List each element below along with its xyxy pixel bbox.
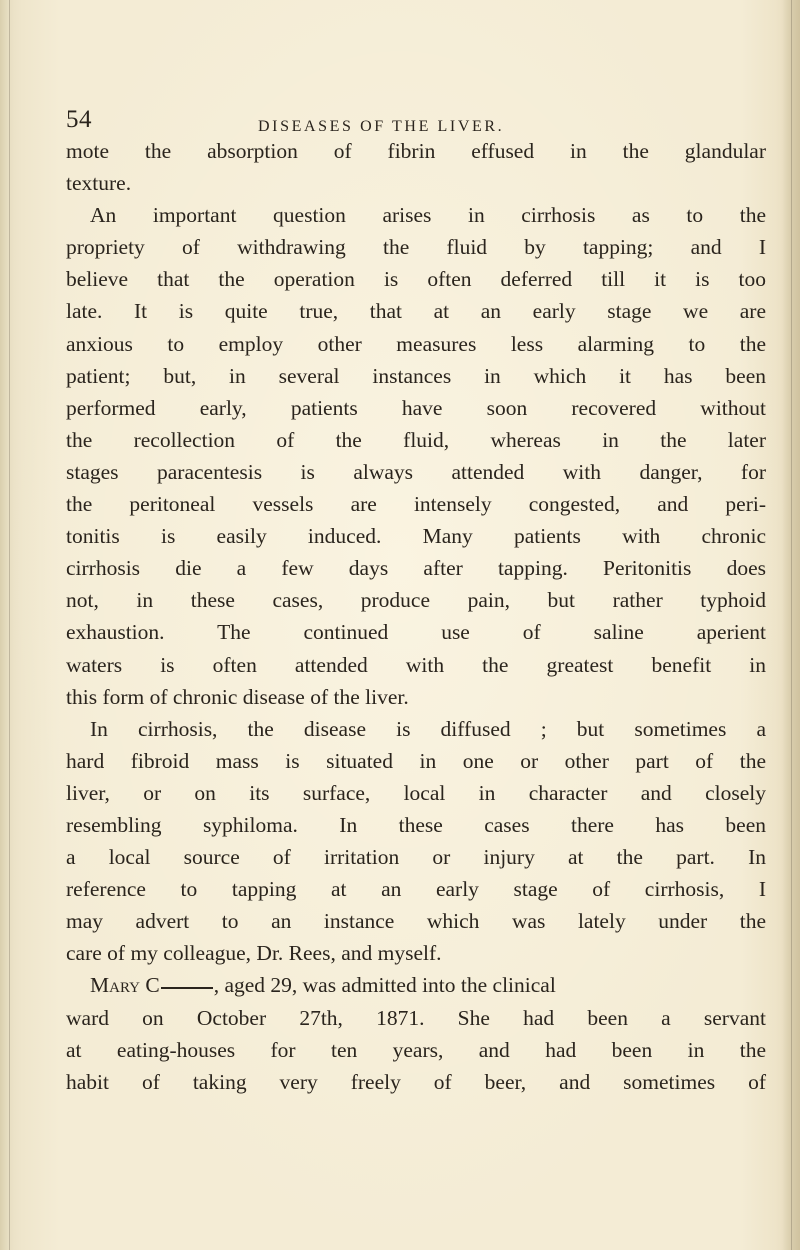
text-line: the recollection of the fluid, whereas in the later xyxy=(66,427,766,452)
text-line: liver, or on its surface, local in character and closely xyxy=(66,780,766,805)
text-line: a local source of irritation or injury at the part. In xyxy=(66,845,766,870)
text-line: mote the absorption of fibrin effused in the glandular xyxy=(66,139,766,163)
page-left-edge xyxy=(0,0,14,1250)
text-line: late. It is quite true, that at an early stage we are xyxy=(66,299,766,324)
text-line: tonitis is easily induced. Many patients with chronic xyxy=(66,524,766,549)
patient-name: Mary C xyxy=(90,973,160,998)
text-line: ward on October 27th, 1871. She had been a servant xyxy=(66,1005,766,1030)
text-line: patient; but, in several instances in which it has been xyxy=(66,363,766,388)
text-line: exhaustion. The continued use of saline aperient xyxy=(66,620,766,645)
page-right-edge xyxy=(782,0,800,1250)
text-line: care of my colleague, Dr. Rees, and myself. xyxy=(66,941,442,966)
text-line: propriety of withdrawing the fluid by tapping; and I xyxy=(66,235,766,260)
running-head: DISEASES OF THE LIVER. xyxy=(258,118,505,135)
case-continuation: , aged 29, was admitted into the clinical xyxy=(213,973,556,998)
text-line: texture. xyxy=(66,171,132,196)
text-line: believe that the operation is often deferred till it is too xyxy=(66,267,766,292)
page-number: 54 xyxy=(66,106,92,133)
edge-line xyxy=(791,0,792,1250)
text-line: performed early, patients have soon recovered without xyxy=(66,395,766,420)
text-line: at eating-houses for ten years, and had been in the xyxy=(66,1037,766,1062)
gutter-line xyxy=(9,0,10,1250)
text-line: the peritoneal vessels are intensely congested, and peri- xyxy=(66,492,766,517)
text-line: hard fibroid mass is situated in one or other part of the xyxy=(66,748,766,773)
text-line: stages paracentesis is always attended with danger, for xyxy=(66,459,766,484)
text-line: In cirrhosis, the disease is diffused ; but sometimes a xyxy=(90,716,766,741)
text-line: this form of chronic disease of the liver. xyxy=(66,684,409,709)
text-line: waters is often attended with the greatest benefit in xyxy=(66,652,766,677)
body-text xyxy=(66,135,766,1098)
text-line: not, in these cases, produce pain, but rather typhoid xyxy=(66,588,766,613)
text-line: anxious to employ other measures less alarming to the xyxy=(66,331,766,356)
text-line-case-start xyxy=(66,969,766,1001)
text-line: may advert to an instance which was lately under the xyxy=(66,909,766,934)
text-line: habit of taking very freely of beer, and sometimes of xyxy=(66,1069,766,1094)
text-line: An important question arises in cirrhosis as to the xyxy=(90,203,766,228)
text-line: resembling syphiloma. In these cases there has been xyxy=(66,812,766,837)
text-line: reference to tapping at an early stage of cirrhosis, I xyxy=(66,877,766,902)
name-dash xyxy=(161,987,213,989)
text-line: cirrhosis die a few days after tapping. Peritonitis does xyxy=(66,556,766,581)
